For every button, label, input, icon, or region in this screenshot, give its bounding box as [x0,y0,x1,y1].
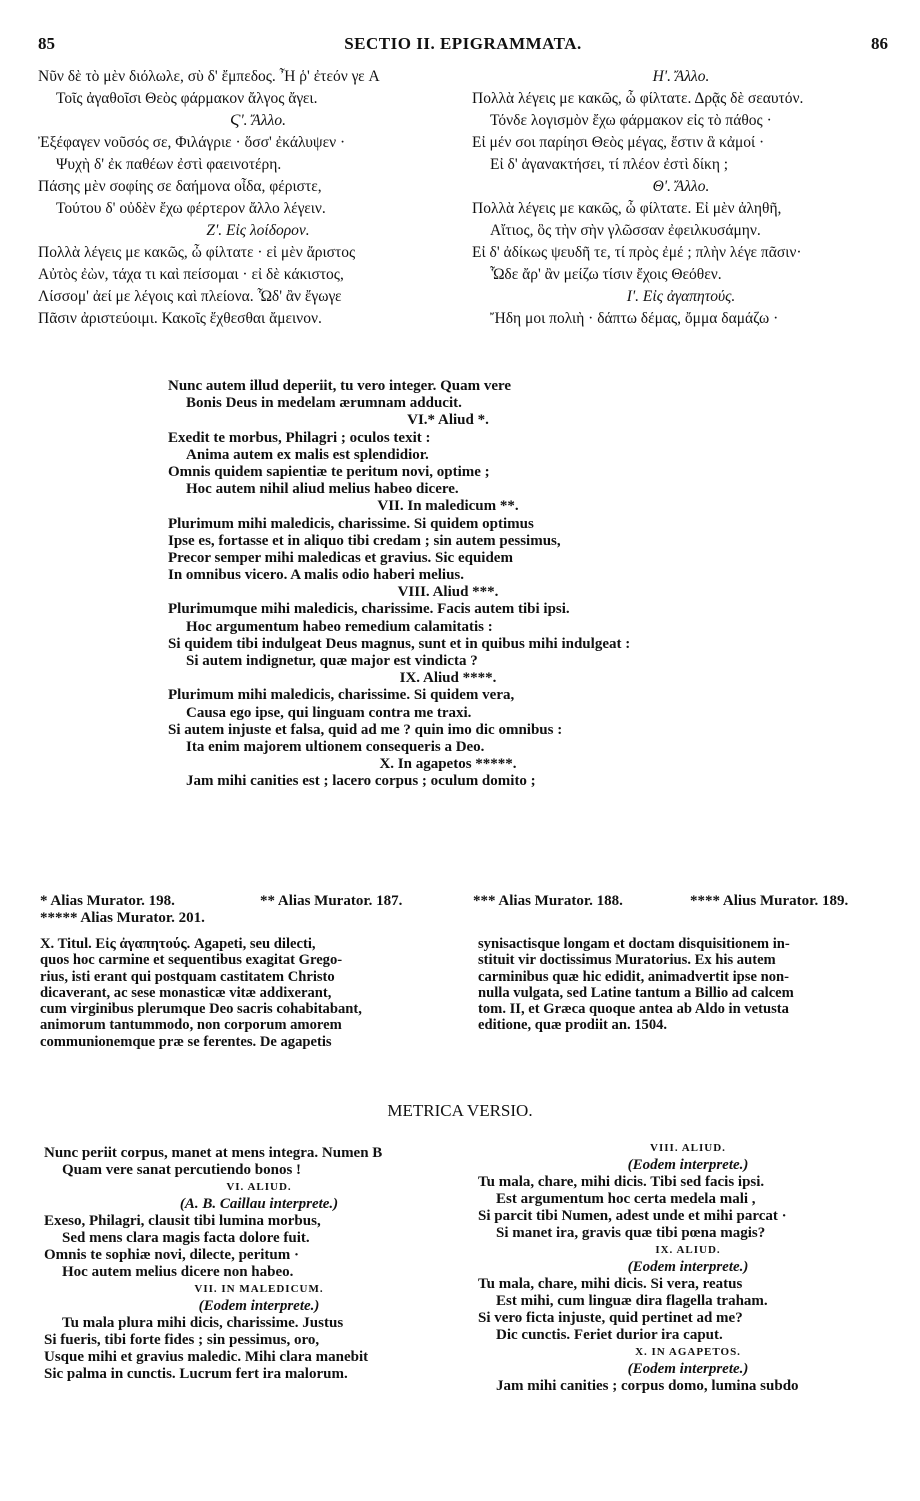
latin-verse-line: Anima autem ex malis est splendidior. [186,446,429,463]
greek-verse-line: Πάσης μὲν σοφίης σε δαήμονα οἶδα, φέριστε, [38,178,322,195]
greek-verse-line: Πᾶσιν ἀριστεύοιμι. Κακοῖς ἔχθεσθαι ἄμεινον. [38,310,322,327]
latin-verse-line: Jam mihi canities est ; lacero corpus ; oculum domito ; [186,773,536,790]
metrica-verse-line: (Eodem interprete.) [627,1259,749,1275]
greek-verse-line: Πολλὰ λέγεις με κακῶς, ὦ φίλτατε · εἰ μὲν ἄριστος [38,244,356,261]
latin-verse-line: Ipse es, fortasse et in aliquo tibi credam ; sin autem pessimus, [168,532,561,549]
greek-verse-line: Ι'. Εἰς ἀγαπητούς. [626,288,736,305]
metrica-verse-line: Si vero ficta injuste, quid pertinet ad me? [478,1310,743,1326]
latin-verse-line: Hoc autem nihil aliud melius habeo dicere. [186,481,459,498]
latin-verse-line: VIII. Aliud ***. [397,584,499,601]
greek-verse-line: Πολλὰ λέγεις με κακῶς, ὦ φίλτατε. Δρᾷς δὲ σεαυτόν. [472,90,804,107]
metrica-versio-heading: METRICA VERSIO. [387,1101,533,1120]
metrica-right-column [478,1140,898,1395]
metrica-verse-line: Dic cunctis. Feriet durior ira caput. [496,1327,723,1343]
greek-verse-line: Τόνδε λογισμὸν ἔχω φάρμακον εἰς τὸ πάθος · [490,112,772,129]
greek-verse-line: Αἴτιος, ὃς τὴν σὴν γλῶσσαν ἐφειλκυσάμην. [490,222,761,239]
commentary-line: animorum tantummodo, non corporum amorem [40,1017,342,1034]
greek-verse-line: Ὧδε ἄρ' ἂν μείζω τίσιν ἔχοις Θεόθεν. [490,266,722,283]
latin-verse-line: Plurimum mihi maledicis, charissime. Si quidem optimus [168,515,534,532]
greek-verse-line: Η'. Ἄλλο. [652,68,710,85]
metrica-verse-line: (Eodem interprete.) [198,1298,320,1314]
latin-verse-line: Precor semper mihi maledicas et gravius. Sic equidem [168,549,513,566]
metrica-verse-line: Quam vere sanat percutiendo bonos ! [62,1162,302,1178]
metrica-verse-line: Sic palma in cunctis. Lucrum fert ira malorum. [44,1366,348,1382]
greek-verse-line: Ἤδη μοι πολιὴ · δάπτω δέμας, ὄμμα δαμάζω · [490,310,779,327]
latin-verse-line: Si autem injuste et falsa, quid ad me ? quin imo dic omnibus : [168,721,563,738]
metrica-verse-line: Est argumentum hoc certa medela mali , [496,1191,756,1207]
latin-verse-line: In omnibus vicero. A malis odio haberi melius. [168,567,465,584]
page-number-left: 85 [38,34,55,53]
greek-text-right-column [472,66,890,330]
greek-verse-line: Αὐτὸς ἐὼν, τάχα τι καὶ πείσομαι · εἰ δὲ κάκιστος, [38,266,344,283]
footnote-1: * Alias Murator. 198. [40,893,175,909]
latin-verse-line: IX. Aliud ****. [399,670,497,687]
metrica-verse-line: Exeso, Philagri, clausit tibi lumina morbus, [44,1213,321,1229]
metrica-verse-line: IX. ALIUD. [655,1244,721,1256]
greek-verse-line: Πολλὰ λέγεις με κακῶς, ὦ φίλτατε. Εἰ μὲν ἀληθῆ, [472,200,782,217]
metrica-verse-line: Si fueris, tibi forte fides ; sin pessimus, oro, [44,1332,320,1348]
commentary-line: cum virginibus plerumque Deo sacris cohabitabant, [40,1001,362,1018]
greek-verse-line: Νῦν δὲ τὸ μὲν διόλωλε, σὺ δ' ἔμπεδος. Ἦ ῥ' ἐτεόν γε A [38,68,380,85]
commentary-line: carminibus quæ hic edidit, animadvertit ipse non- [478,968,789,985]
metrica-verse-line: Est mihi, cum linguæ dira flagella traham. [496,1293,768,1309]
metrica-verse-line: Usque mihi et gravius maledic. Mihi clara manebit [44,1349,369,1365]
metrica-verse-line: Jam mihi canities ; corpus domo, lumina subdo [496,1378,799,1394]
greek-verse-line: Ψυχὴ δ' ἐκ παθέων ἐστὶ φαεινοτέρη. [56,156,282,173]
commentary-right-column [478,936,893,1034]
metrica-verse-line: VIII. ALIUD. [650,1142,726,1154]
latin-translation [168,378,728,791]
commentary-line: stituit vir doctissimus Muratorius. Ex his autem [478,952,776,969]
metrica-verse-line: Omnis te sophiæ novi, dilecte, peritum · [44,1247,299,1263]
greek-verse-line: Ϛ'. Ἄλλο. [230,112,286,129]
latin-verse-line: Ita enim majorem ultionem consequeris a Deo. [186,738,485,755]
footnote-3: *** Alias Murator. 188. [473,893,623,909]
greek-verse-line: Εἰ δ' ἀγανακτήσει, τί πλέον ἐστὶ δίκη ; [490,156,729,173]
metrica-verse-line: (Eodem interprete.) [627,1361,749,1377]
metrica-verse-line: Nunc periit corpus, manet at mens integra. Numen B [44,1145,383,1161]
commentary-line: rius, isti erant qui postquam castitatem Christo [40,968,335,985]
greek-verse-line: Λίσσομ' ἀεί με λέγοις καὶ πλείονα. Ὧδ' ἂν ἔγωγε [38,288,342,305]
greek-verse-line: Θ'. Ἄλλο. [652,178,710,195]
latin-verse-line: X. In agapetos *****. [379,756,517,773]
running-header [38,34,888,56]
metrica-left-column [44,1145,474,1383]
latin-verse-line: Causa ego ipse, qui linguam contra me traxi. [186,704,472,721]
greek-verse-line: Εἰ δ' ἀδίκως ψευδῆ τε, τί πρὸς ἐμέ ; πλὴν λέγε πᾶσιν· [472,244,802,261]
commentary-line: quos hoc carmine et sequentibus exagitat Grego- [40,952,343,969]
footnote-2: ** Alias Murator. 187. [260,893,403,909]
latin-verse-line: VI.* Aliud *. [407,412,489,429]
page-number-right: 86 [871,34,888,53]
greek-verse-line: Ζ'. Εἰς λοίδορον. [206,222,310,239]
metrica-verse-line: Tu mala, chare, mihi dicis. Tibi sed facis ipsi. [478,1174,765,1190]
commentary-left-column [40,936,455,1050]
latin-verse-line: Omnis quidem sapientiæ te peritum novi, optime ; [168,463,490,480]
commentary-line: nulla vulgata, sed Latine tantum a Billio ad calcem [478,984,794,1001]
metrica-verse-line: (A. B. Caillau interprete.) [179,1196,339,1212]
latin-verse-line: Bonis Deus in medelam ærumnam adducit. [186,395,462,412]
latin-verse-line: Si autem indignetur, quæ major est vindicta ? [186,653,478,669]
footnote-5: ***** Alias Murator. 201. [40,910,205,926]
greek-verse-line: Τοῖς ἀγαθοῖσι Θεὸς φάρμακον ἄλγος ἄγει. [56,90,318,107]
section-title: SECTIO II. EPIGRAMMATA. [344,34,582,53]
metrica-verse-line: Sed mens clara magis facta dolore fuit. [62,1230,310,1246]
latin-verse-line: Si quidem tibi indulgeat Deus magnus, sunt et in quibus mihi indulgeat : [168,635,631,652]
latin-verse-line: Nunc autem illud deperiit, tu vero integer. Quam vere [168,378,512,394]
greek-verse-line: Ἐξέφαγεν νοῦσός σε, Φιλάγριε · ὅσσ' ἐκάλυψεν · [38,134,346,151]
greek-text-left-column [38,66,478,330]
commentary-line: communionemque præ se ferentes. De agapetis [40,1033,332,1050]
metrica-verse-line: VI. ALIUD. [226,1181,292,1193]
metrica-verse-line: Si manet ira, gravis quæ tibi pœna magis? [496,1225,766,1241]
commentary-line: synisactisque longam et doctam disquisitionem in- [478,936,790,952]
latin-verse-line: Plurimumque mihi maledicis, charissime. Facis autem tibi ipsi. [168,601,570,618]
metrica-verse-line: Si parcit tibi Numen, adest unde et mihi parcat · [478,1208,787,1224]
metrica-verse-line: VII. IN MALEDICUM. [194,1283,324,1295]
metrica-verse-line: Tu mala, chare, mihi dicis. Si vera, reatus [478,1276,743,1292]
commentary-line: dicaverant, ac sese monasticæ vitæ addixerant, [40,984,332,1001]
commentary-line: editione, quæ prodiit an. 1504. [478,1017,668,1034]
commentary-line: tom. II, et Græca quoque antea ab Aldo in vetusta [478,1001,789,1018]
greek-verse-line: Τούτου δ' οὐδὲν ἔχω φέρτερον ἄλλο λέγειν. [56,200,326,217]
footnote-4: **** Alius Murator. 189. [690,893,849,909]
latin-verse-line: Exedit te morbus, Philagri ; oculos texit : [168,429,431,446]
latin-verse-line: VII. In maledicum **. [377,498,519,515]
greek-verse-line: Εἰ μέν σοι παρίησι Θεὸς μέγας, ἔστιν ἃ κἀμοί · [472,134,765,151]
metrica-verse-line: Hoc autem melius dicere non habeo. [62,1264,294,1280]
latin-verse-line: Plurimum mihi maledicis, charissime. Si quidem vera, [168,687,515,704]
metrica-verse-line: (Eodem interprete.) [627,1157,749,1173]
latin-verse-line: Hoc argumentum habeo remedium calamitatis : [186,618,493,635]
metrica-verse-line: Tu mala plura mihi dicis, charissime. Justus [62,1315,344,1331]
commentary-line: X. Titul. Εἰς ἀγαπητούς. Agapeti, seu dilecti, [40,936,316,952]
metrica-verse-line: X. IN AGAPETOS. [635,1346,741,1358]
